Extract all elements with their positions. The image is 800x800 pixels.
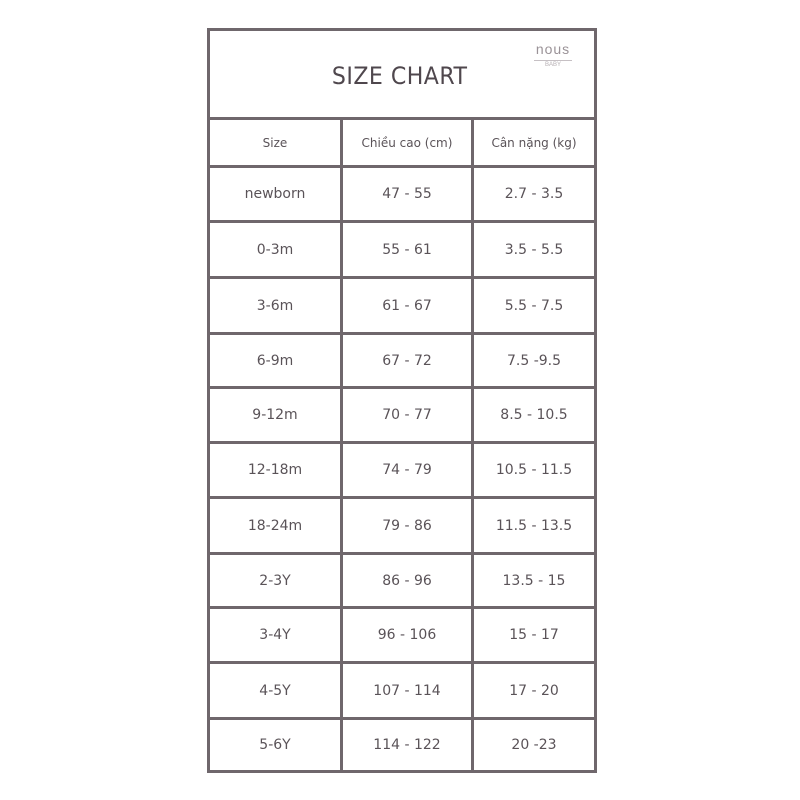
weight-cell: 20 -23 [511,737,557,753]
table-row [210,223,594,279]
weight-cell: 13.5 - 15 [502,572,566,589]
height-cell: 74 - 79 [343,444,474,496]
height-cell: 79 - 86 [343,499,474,552]
table-row [210,555,594,609]
height-cell: 47 - 55 [343,168,474,220]
height-cell: 61 - 67 [343,279,474,332]
weight-cell: 7.5 -9.5 [506,352,562,369]
weight-cell: 2.7 - 3.5 [504,186,564,202]
height-cell: 96 - 106 [343,609,474,661]
height-cell: 55 - 61 [343,223,474,276]
height-cell: 67 - 72 [343,335,474,386]
table-row [210,609,594,664]
weight-cell: 8.5 - 10.5 [500,407,568,423]
height-cell: 86 - 96 [343,555,474,606]
header-weight: Cân nặng (kg) [491,135,577,150]
brand-logo [529,41,577,69]
table-row [210,499,594,555]
table-row [210,664,594,720]
weight-cell: 11.5 - 13.5 [495,517,573,534]
table-row [210,279,594,335]
size-cell: 6-9m [210,335,343,386]
size-cell: 18-24m [210,499,343,552]
height-cell: 70 - 77 [343,389,474,441]
chart-title: SIZE CHART [332,62,468,90]
size-table [210,120,594,770]
weight-cell: 17 - 20 [509,682,559,699]
size-chart [207,28,597,773]
height-cell: 107 - 114 [343,664,474,717]
brand-name: nous [535,41,571,57]
size-cell: 4-5Y [210,664,343,717]
weight-cell: 10.5 - 11.5 [495,462,573,478]
header-height: Chiều cao (cm) [343,120,474,165]
table-row [210,720,594,770]
size-cell: 9-12m [210,389,343,441]
table-row [210,444,594,499]
size-cell: 12-18m [210,444,343,496]
size-cell: 3-4Y [210,609,343,661]
table-row [210,168,594,223]
table-row [210,335,594,389]
table-row [210,389,594,444]
weight-cell: 3.5 - 5.5 [504,241,564,258]
size-cell: 0-3m [210,223,343,276]
title-box [210,31,594,120]
size-cell: 3-6m [210,279,343,332]
size-cell: newborn [210,168,343,220]
table-header-row [210,120,594,168]
height-cell: 114 - 122 [343,720,474,770]
header-size: Size [210,120,343,165]
brand-tagline: BABY [544,62,561,68]
size-cell: 2-3Y [210,555,343,606]
weight-cell: 15 - 17 [509,627,559,643]
size-cell: 5-6Y [210,720,343,770]
weight-cell: 5.5 - 7.5 [504,297,564,314]
